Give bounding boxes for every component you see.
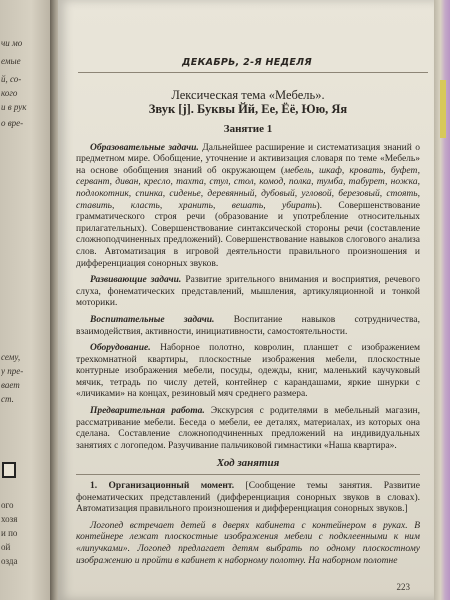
paragraph-text: ). Совершенствование грамматического строя речи (образование и употребление относительных прилагательных). Совершенствование синтаксической стороны речи (составление сложноподчиненных предложений). Совершенствование навыков слогового анализа слов. Автоматизация в игровой деятельности правильного произношения и дифференциация сонорных звуков. <box>76 200 421 269</box>
paragraph-text: Воспитание навыков сотрудничества, взаимодействия, активности, инициативности, самостоятельности. <box>76 314 420 337</box>
paragraph-text: Наборное полотно, ковролин, планшет с изображением трехкомнатной квартиры, плоскостные изображения мебели, плоскостные контурные изображения мебели, посуды, одежды, книг, маленький каучуковый мячик, тетрадь по числу детей, контейнер с карандашами, яркие шнурки с «личиками» на концах, резиновый мяч среднего размера. <box>76 343 420 400</box>
educational-goals-paragraph <box>76 143 420 271</box>
left-page-text: сему, <box>1 352 21 362</box>
checkbox-square-icon <box>2 462 16 478</box>
paragraph-lead: Воспитательные задачи. <box>90 314 215 325</box>
paragraph-text: Дальнейшее расширение и систематизация знаний о предметном мире. Обобщение, уточнение и активизация словаря по теме «Мебель» на основе обобщения знаний об окружающем ( <box>76 142 420 176</box>
left-page-text: й, со- <box>1 74 22 84</box>
left-page-text: хозя <box>1 514 18 524</box>
left-page-text: ст. <box>1 394 14 404</box>
book-page <box>58 0 436 600</box>
left-page-text: ой <box>1 542 11 552</box>
paragraph-text: [Сообщение темы занятия. Развитие фонематических представлений (дифференциация сонорных звуков в словах). Автоматизация правильного произношения и дифференциация сонорных звуков.] <box>76 481 420 515</box>
book-edge <box>434 0 450 600</box>
left-page-text: кого <box>1 88 18 98</box>
topic-title <box>76 88 420 116</box>
left-page-text: озда <box>1 556 18 566</box>
preliminary-work-paragraph <box>76 406 420 452</box>
developmental-goals-paragraph <box>76 275 420 310</box>
page-content <box>76 88 420 572</box>
left-page-text: и по <box>1 528 18 538</box>
paragraph-lead: Оборудование. <box>90 343 151 354</box>
left-page-text: у пре- <box>1 366 24 376</box>
section-divider <box>76 474 420 475</box>
header-divider <box>78 72 428 73</box>
organizational-moment-paragraph <box>76 481 420 516</box>
left-page-text: и в рук <box>1 102 27 112</box>
topic-line-2: Звук [j]. Буквы Йй, Ее, Ёё, Юю, Яя <box>148 102 348 116</box>
previous-page-fragment <box>0 0 52 600</box>
paragraph-italic-text: мебель, шкаф, кровать, буфет, сервант, диван, кресло, тахта, стул, стол, комод, полка, тумба, табурет, ножка, подлокотник, спинка, сиденье, деревянный, дубовый, угловой, березовый, стоять, ставить, класть, хранить, вешать, убирать <box>76 165 420 211</box>
paragraph-lead: 1. Организационный момент. <box>90 481 235 492</box>
topic-line-1: Лексическая тема «Мебель». <box>171 88 325 102</box>
left-page-text: ого <box>1 500 14 510</box>
bookmark-tab <box>440 80 446 138</box>
left-page-text: емые <box>1 56 21 66</box>
paragraph-text: Экскурсия с родителями в мебельный магазин, рассматривание мебели. Беседа о мебели, ее деталях, материалах, из которых она сделана. Составление сложноподчиненных предложений на индивидуальных занятиях с логопедом. Разучивание пальчиковой гимнастики «Наша квартира». <box>76 406 420 451</box>
teacher-instruction-paragraph: Логопед встречает детей в дверях кабинета с контейнером в руках. В контейнере лежат плоскостные изображения мебели с подклеенными к ним «липучками». Логопед предлагает детям выбрать по одному плоскостному изображению и пройти в кабинет к наборному полотну. На наборном полотне <box>76 520 420 566</box>
upbringing-goals-paragraph <box>76 315 420 338</box>
lesson-title: Занятие 1 <box>223 123 273 135</box>
equipment-paragraph <box>76 343 420 401</box>
left-page-text: вает <box>1 380 20 390</box>
paragraph-lead: Образовательные задачи. <box>90 142 199 153</box>
paragraph-lead: Развивающие задачи. <box>90 275 182 286</box>
paragraph-text: Развитие зрительного внимания и восприятия, речевого слуха, фонематических представлений, мышления, артикуляционной и тонкой моторики. <box>76 275 420 309</box>
lesson-flow-title: Ход занятия <box>216 457 280 470</box>
left-page-text: о вре- <box>1 118 24 128</box>
page-number: 223 <box>396 582 410 592</box>
paragraph-lead: Предварительная работа. <box>90 406 205 417</box>
left-page-text: чи мо <box>1 38 23 48</box>
running-head: ДЕКАБРЬ, 2-Я НЕДЕЛЯ <box>182 57 312 68</box>
